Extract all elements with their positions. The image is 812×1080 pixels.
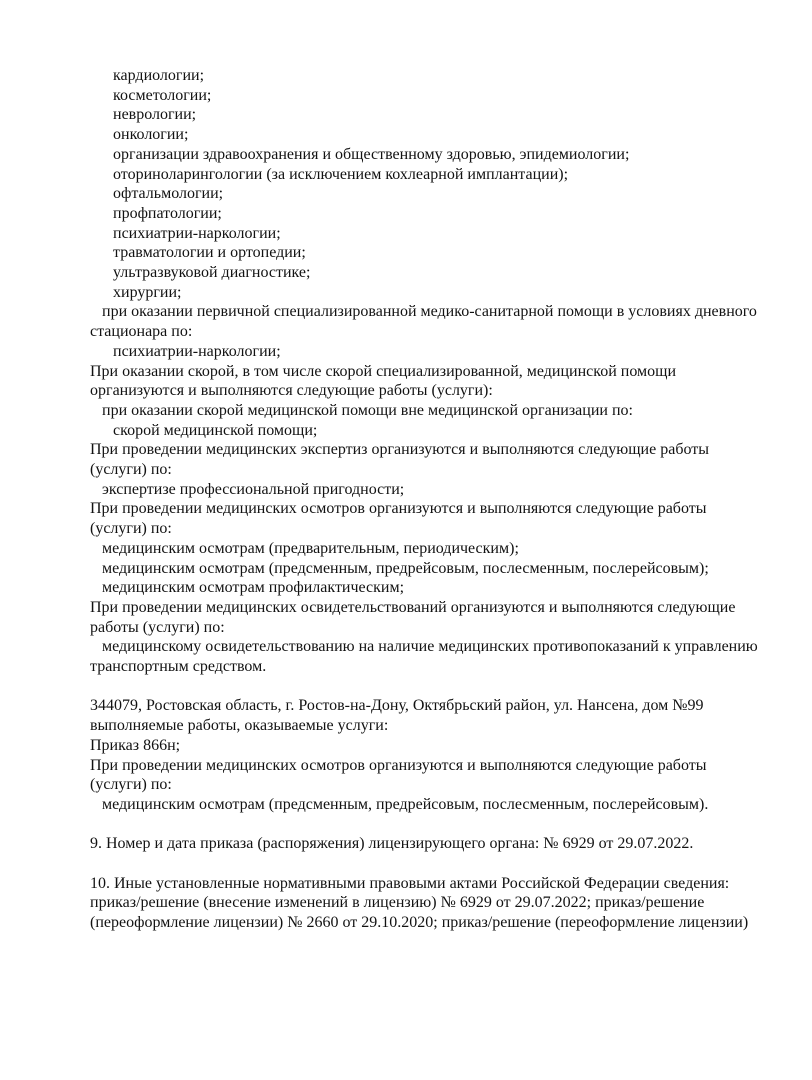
document-line: оториноларингологии (за исключением кохлеарной имплантации); xyxy=(113,165,569,183)
document-line: косметологии; xyxy=(113,86,212,104)
document-line: экспертизе профессиональной пригодности; xyxy=(102,480,405,498)
blank-line xyxy=(90,854,766,874)
document-line: при оказании первичной специализированной медико-санитарной помощи в условиях дневного xyxy=(102,303,757,321)
document-line: кардиологии; xyxy=(113,67,205,84)
document-line: (переоформление лицензии) № 2660 от 29.10.2020; приказ/решение (переоформление лицензии) xyxy=(90,914,749,932)
document-line: при оказании скорой медицинской помощи вне медицинской организации по: xyxy=(102,401,633,419)
blank-line xyxy=(90,815,766,835)
document-line: организации здравоохранения и общественному здоровью, эпидемиологии; xyxy=(113,145,630,163)
document-line: психиатрии-наркологии; xyxy=(113,224,281,242)
document-line: офтальмологии; xyxy=(113,185,224,203)
document-line: медицинским осмотрам (предсменным, предрейсовым, послесменным, послерейсовым); xyxy=(102,559,709,577)
document-line: (услуги) по: xyxy=(90,520,172,538)
document-line: При проведении медицинских осмотров организуются и выполняются следующие работы xyxy=(90,756,707,774)
document-line: стационара по: xyxy=(90,323,193,341)
document-line: профпатологии; xyxy=(113,204,222,222)
document-line: При проведении медицинских освидетельствований организуются и выполняются следующие xyxy=(90,598,736,616)
document-line: ультразвуковой диагностике; xyxy=(113,264,311,282)
document-line: (услуги) по: xyxy=(90,461,172,479)
document-body xyxy=(90,66,766,933)
document-line: медицинскому освидетельствованию на наличие медицинских противопоказаний к управлению xyxy=(102,638,758,656)
blank-line xyxy=(90,677,766,697)
document-line: неврологии; xyxy=(113,106,197,124)
document-line: При проведении медицинских осмотров организуются и выполняются следующие работы xyxy=(90,500,707,518)
document-line: травматологии и ортопедии; xyxy=(113,244,306,262)
document-line: 10. Иные установленные нормативными правовыми актами Российской Федерации сведения: xyxy=(90,874,730,892)
document-line: 344079, Ростовская область, г. Ростов-на-Дону, Октябрьский район, ул. Нансена, дом №99 xyxy=(90,697,704,715)
document-line: 9. Номер и дата приказа (распоряжения) лицензирующего органа: № 6929 от 29.07.2022. xyxy=(90,835,694,853)
document-line: медицинским осмотрам (предсменным, предрейсовым, послесменным, послерейсовым). xyxy=(102,796,709,813)
document-line: Приказ 866н; xyxy=(90,736,181,754)
document-line: психиатрии-наркологии; xyxy=(113,342,281,360)
document-line: онкологии; xyxy=(113,126,189,144)
document-line: При оказании скорой, в том числе скорой специализированной, медицинской помощи xyxy=(90,362,677,380)
document-line: скорой медицинской помощи; xyxy=(113,421,318,439)
document-line: выполняемые работы, оказываемые услуги: xyxy=(90,717,389,735)
document-line: медицинским осмотрам (предварительным, периодическим); xyxy=(102,539,519,557)
document-line: медицинским осмотрам профилактическим; xyxy=(102,579,405,597)
document-line: организуются и выполняются следующие работы (услуги): xyxy=(90,382,493,400)
document-line: При проведении медицинских экспертиз организуются и выполняются следующие работы xyxy=(90,441,709,459)
document-line: работы (услуги) по: xyxy=(90,618,225,636)
document-line: хирургии; xyxy=(113,283,182,301)
document-line: транспортным средством. xyxy=(90,658,267,676)
document-line: (услуги) по: xyxy=(90,776,172,794)
document-line: приказ/решение (внесение изменений в лицензию) № 6929 от 29.07.2022; приказ/решение xyxy=(90,894,705,912)
